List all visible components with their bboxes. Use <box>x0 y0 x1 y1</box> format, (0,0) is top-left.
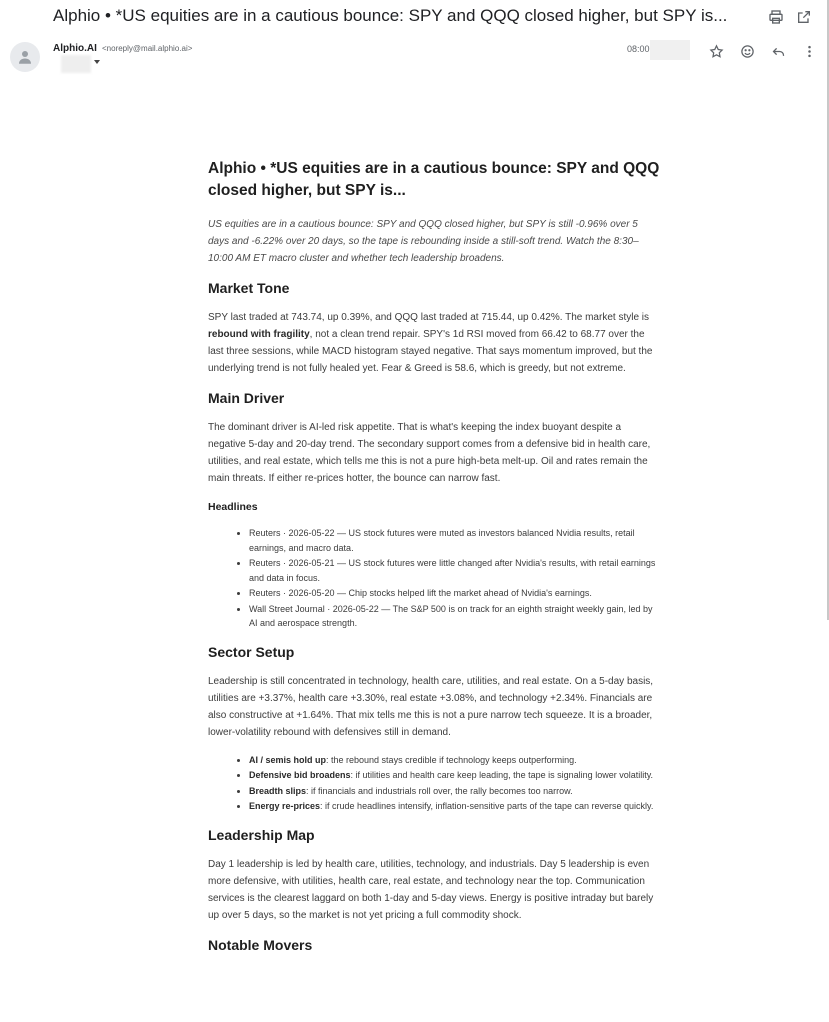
email-header-bar <box>0 0 829 36</box>
sector-setup-paragraph: Leadership is still concentrated in technology, health care, utilities, and real estate. On a 5-day basis, utilities are +3.37%, health care +3.30%, real estate +3.08%, and technology +2.34%. Financials are also constructive at +1.64%. That mix tells me this is not a pure narrow tech squeeze. It is a broader, lower-volatility rebound with defensives still in demand. <box>208 675 654 738</box>
emoji-reaction-icon[interactable] <box>738 42 756 60</box>
email-body <box>208 158 660 966</box>
sender-email: <noreply@mail.alphio.ai> <box>102 44 193 53</box>
market-tone-paragraph: SPY last traded at 743.74, up 0.39%, and QQQ last traded at 715.44, up 0.42%. The market style is rebound with fragility, not a clean trend repair. SPY's 1d RSI moved from 66.42 to 68.77 over the last three sessions, while MACD histogram stayed negative. That says momentum improved, but the underlying trend is not fully healed yet. Fear & Greed is 58.6, which is greedy, but not extreme. <box>208 312 653 374</box>
section-heading-sector-setup: Sector Setup <box>208 643 295 660</box>
time-redacted <box>650 40 690 60</box>
list-item: • Reuters · 2026-05-20 — Chip stocks helped lift the market ahead of Nvidia's earnings. <box>249 586 660 601</box>
open-in-new-window-icon[interactable] <box>795 8 813 26</box>
email-time: 08:00 <box>627 44 650 54</box>
email-title: Alphio • *US equities are in a cautious bounce: SPY and QQQ closed higher, but SPY is... <box>208 160 660 199</box>
reply-icon[interactable] <box>769 42 787 60</box>
print-icon[interactable] <box>767 8 785 26</box>
section-heading-market-tone: Market Tone <box>208 280 290 296</box>
leadership-map-paragraph: Day 1 leadership is led by health care, utilities, technology, and industrials. Day 5 leadership is even more defensive, with utilities, health care, real estate, and technology near the top. Communication services is the clearest laggard on both 1-day and 5-day views. Energy is positive intraday but barely up over 5 days, so the market is not yet pricing a full commodity shock. <box>208 858 654 921</box>
more-options-icon[interactable] <box>800 42 818 60</box>
recipient-redacted <box>61 55 91 73</box>
list-item: • Reuters · 2026-05-22 — US stock futures were muted as investors balanced Nvidia results, retail earnings, and macro data. <box>249 526 660 555</box>
scenario-list <box>208 753 660 814</box>
headlines-list <box>208 526 660 631</box>
list-item: • Wall Street Journal · 2026-05-22 — The S&P 500 is on track for an eighth straight weekly gain, led by AI and aerospace strength. <box>249 602 660 631</box>
sender-name: Alphio.AI <box>53 43 97 54</box>
sender-row <box>0 36 829 80</box>
person-icon <box>16 48 34 66</box>
main-driver-paragraph: The dominant driver is AI-led risk appetite. That is what's keeping the index buoyant despite a negative 5-day and 20-day trend. The secondary support comes from a defensive bid in health care, utilities, and real estate, which tells me this is not a pure high-beta melt-up. Oil and rates remain the main threats. If either re-prices hotter, the bounce can narrow fast. <box>208 422 651 484</box>
section-heading-leadership-map: Leadership Map <box>208 826 315 843</box>
star-icon[interactable] <box>707 42 725 60</box>
email-subject: Alphio • *US equities are in a cautious bounce: SPY and QQQ closed higher, but SPY is... <box>53 6 728 25</box>
list-item: • Defensive bid broadens: if utilities and health care keep leading, the tape is signaling lower volatility. <box>249 768 660 783</box>
list-item: • Energy re-prices: if crude headlines intensify, inflation-sensitive parts of the tape can reverse quickly. <box>249 799 660 814</box>
chevron-down-icon[interactable] <box>94 60 100 64</box>
list-item: • AI / semis hold up: the rebound stays credible if technology keeps outperforming. <box>249 753 660 768</box>
header-actions <box>767 8 813 26</box>
headlines-heading: Headlines <box>208 501 258 513</box>
message-actions <box>707 42 818 60</box>
section-heading-notable-movers: Notable Movers <box>208 936 313 953</box>
avatar <box>10 42 40 72</box>
section-heading-main-driver: Main Driver <box>208 390 285 406</box>
email-lede: US equities are in a cautious bounce: SPY and QQQ closed higher, but SPY is still -0.96% over 5 days and -6.22% over 20 days, so the tape is rebounding inside a still-soft trend. Watch the 8:30–10:00 AM ET macro cluster and whether tech leadership broadens. <box>208 219 639 264</box>
list-item: • Breadth slips: if financials and industrials roll over, the rally becomes too narrow. <box>249 784 660 799</box>
list-item: • Reuters · 2026-05-21 — US stock futures were little changed after Nvidia's results, with retail earnings and data in focus. <box>249 556 660 585</box>
